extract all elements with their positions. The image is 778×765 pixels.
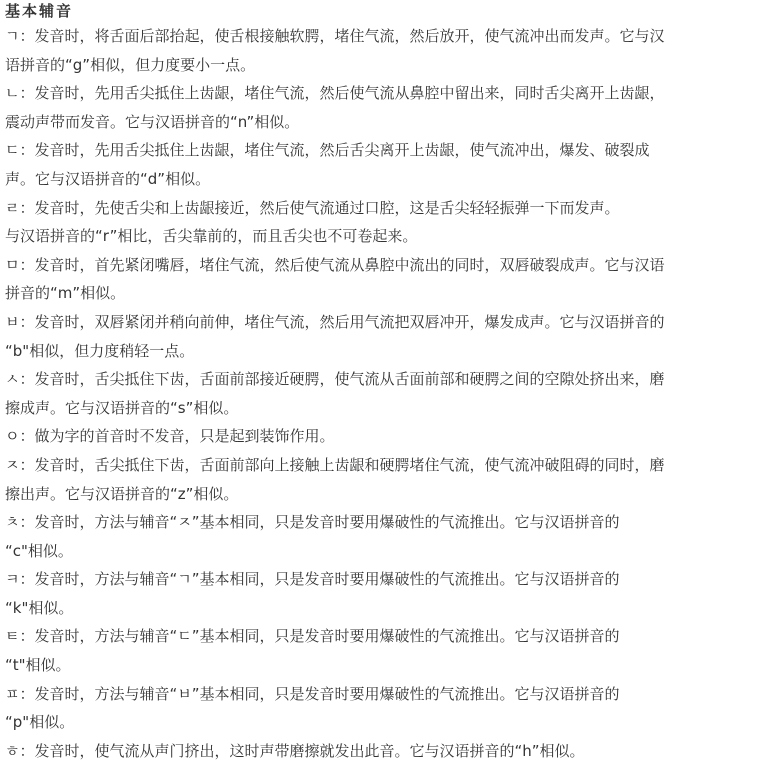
text-line: ㅁ：发音时，首先紧闭嘴唇，堵住气流，然后使气流从鼻腔中流出的同时，双唇破裂成声。它与汉语 xyxy=(5,255,665,274)
text-line: ㅎ：发音时，使气流从声门挤出，这时声带磨擦就发出此音。它与汉语拼音的“h”相似。 xyxy=(5,741,585,760)
consonant-m xyxy=(5,251,778,308)
consonant-n xyxy=(5,79,778,136)
consonant-c xyxy=(5,508,778,565)
text-line: ㅍ：发音时，方法与辅音“ㅂ”基本相同，只是发音时要用爆破性的气流推出。它与汉语拼音的 xyxy=(5,684,620,703)
text-line: ㅈ：发音时，舌尖抵住下齿，舌面前部向上接触上齿龈和硬腭堵住气流，使气流冲破阻碍的同时，磨 xyxy=(5,455,665,474)
consonant-ieung xyxy=(5,422,778,451)
text-line: 拼音的“m”相似。 xyxy=(5,284,126,303)
text-line: 震动声带而发音。它与汉语拼音的“n”相似。 xyxy=(5,112,300,131)
consonant-k xyxy=(5,565,778,622)
consonant-p xyxy=(5,680,778,737)
consonant-r xyxy=(5,194,778,251)
text-line: “p"相似。 xyxy=(5,713,75,732)
text-line: 与汉语拼音的“r”相比，舌尖靠前的，而且舌尖也不可卷起来。 xyxy=(5,227,418,246)
text-line: ㅊ：发音时，方法与辅音“ㅈ”基本相同，只是发音时要用爆破性的气流推出。它与汉语拼音的 xyxy=(5,513,620,532)
section-heading: 基本辅音 xyxy=(5,2,74,20)
text-line: “t"相似。 xyxy=(5,656,71,675)
consonant-z xyxy=(5,451,778,508)
consonant-s xyxy=(5,365,778,422)
text-line: ㄴ：发音时，先用舌尖抵住上齿龈，堵住气流，然后使气流从鼻腔中留出来，同时舌尖离开上齿龈， xyxy=(5,84,665,103)
text-line: “k"相似。 xyxy=(5,598,74,617)
text-line: “b"相似，但力度稍轻一点。 xyxy=(5,341,195,360)
consonant-h xyxy=(5,737,778,765)
text-line: ㅂ：发音时，双唇紧闭并稍向前伸，堵住气流，然后用气流把双唇冲开，爆发成声。它与汉语拼音的 xyxy=(5,312,665,331)
text-line: ㄹ：发音时，先使舌尖和上齿龈接近，然后使气流通过口腔，这是舌尖轻轻振弹一下而发声。 xyxy=(5,198,620,217)
text-line: ㄱ：发音时，将舌面后部抬起，使舌根接触软腭，堵住气流，然后放开，使气流冲出而发声。它与汉 xyxy=(5,27,665,45)
consonant-g xyxy=(5,22,778,79)
text-line: ㅌ：发音时，方法与辅音“ㄷ”基本相同，只是发音时要用爆破性的气流推出。它与汉语拼音的 xyxy=(5,627,620,646)
text-line: 擦出声。它与汉语拼音的“z”相似。 xyxy=(5,484,239,503)
text-line: 声。它与汉语拼音的“d”相似。 xyxy=(5,169,211,188)
text-line: 语拼音的“g”相似，但力度要小一点。 xyxy=(5,55,256,74)
consonant-d xyxy=(5,136,778,193)
text-line: 擦成声。它与汉语拼音的“s”相似。 xyxy=(5,398,239,417)
consonant-t xyxy=(5,622,778,679)
text-line: ㅅ：发音时，舌尖抵住下齿，舌面前部接近硬腭，使气流从舌面前部和硬腭之间的空隙处挤出来，磨 xyxy=(5,370,665,389)
text-line: ㅋ：发音时，方法与辅音“ㄱ”基本相同，只是发音时要用爆破性的气流推出。它与汉语拼音的 xyxy=(5,570,620,589)
text-line: ㄷ：发音时，先用舌尖抵住上齿龈，堵住气流，然后舌尖离开上齿龈，使气流冲出，爆发、破裂成 xyxy=(5,141,650,160)
text-line: “c"相似。 xyxy=(5,541,73,560)
consonant-b xyxy=(5,308,778,365)
text-line: ㅇ：做为字的首音时不发音，只是起到装饰作用。 xyxy=(5,427,335,446)
